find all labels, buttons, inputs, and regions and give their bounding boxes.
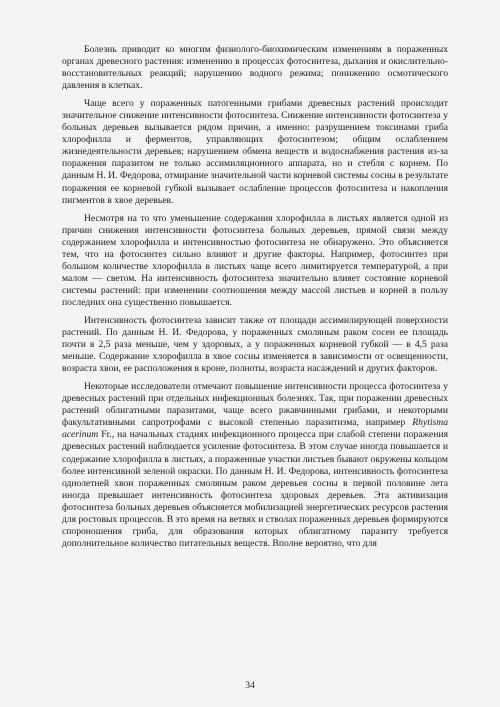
paragraph-photosynthesis-increase	[62, 381, 448, 550]
paragraph-text-start: Некоторые исследователи отмечают повышение интенсивности процесса фотосинтеза у древесных растений при отдельных инфекционных болезнях. Так, при поражении древесных растений облигатными паразитами, чаще всего ржавчинными грибами, и некоторыми факультативными сапротрофами с высокой степенью паразитизма, например	[62, 381, 448, 429]
paragraph-text-end: Fr., на начальных стадиях инфекционного процесса при слабой степени поражения древесных растений наблюдается усиление фотосинтеза. В этом случае иногда повышается и содержание хлорофилла в листьях, а пораженные участки листьев бывают окружены кольцом более интенсивной зеленой окраски. По данным Н. И. Федорова, интенсивность фотосинтеза однолетней хвои пораженных смоляным раком деревьев сосны в первой половине лета иногда превышает интенсивность фотосинтеза здоровых деревьев. Эта активизация фотосинтеза больных деревьев объясняется мобилизацией энергетических ресурсов растения для ростовых процессов. В это время на ветвях и стволах пораженных деревьев формируются спороношения гриба, для образования которых облигатному паразиту требуется дополнительное количество питательных веществ. Вполне вероятно, что для	[62, 429, 448, 549]
page-number: 34	[245, 680, 255, 691]
paragraph-chlorophyll-content: Несмотря на то что уменьшение содержания хлорофилла в листьях является одной из причин снижения интенсивности фотосинтеза больных деревьев, прямой связи между содержанием хлорофилла и интенсивностью фотосинтеза не обнаружено. Это объясняется тем, что на фотосинтез сильно влияют и другие факторы. Например, фотосинтез при большом количестве хлорофилла в листьях чаще всего лимитируется температурой, а при малом — светом. На интенсивность фотосинтеза значительно влияет состояние корневой системы растений: при изменении соотношения между массой листьев и корней в пользу последних она существенно повышается.	[62, 212, 448, 308]
paragraph-assimilating-surface: Интенсивность фотосинтеза зависит также от площади ассимилирующей поверхности растений. По данным Н. И. Федорова, у пораженных смоляным раком сосен ее площадь почти в 2,5 раза меньше, чем у здоровых, а у пораженных корневой губкой — в 4,5 раза меньше. Содержание хлорофилла в хвое сосны изменяется в зависимости от освещенности, возраста хвои, ее расположения в кроне, полноты, возраста насаждений и других факторов.	[62, 314, 448, 375]
paragraph-photosynthesis-decrease: Чаще всего у пораженных патогенными грибами древесных растений происходит значительное снижение интенсивности фотосинтеза. Снижение интенсивности фотосинтеза у больных деревьев вызывается рядом причин, а именно: разрушением токсинами гриба хлорофилла и ферментов, управляющих фотосинтезом; общим ослаблением жизнедеятельности деревьев; нарушением обмена веществ и водоснабжения растения из-за поражения паразитом не только ассимиляционного аппарата, но и стебля с корнем. По данным Н. И. Федорова, отмирание значительной части корневой системы сосны в результате поражения ее корневой губкой вызывает ослабление процессов фотосинтеза и накопления пигментов в хвое деревьев.	[62, 98, 448, 206]
paragraph-disease-effects: Болезнь приводит ко многим физиолого-биохимическим изменениям в пораженных органах древесного растения: изменению в процессах фотосинтеза, дыхания и окислительно-восстановительных реакций; нарушению водного режима; понижению осмотического давления в клетках.	[62, 44, 448, 92]
species-name-italic: Rhytisma acerinum	[62, 417, 448, 441]
